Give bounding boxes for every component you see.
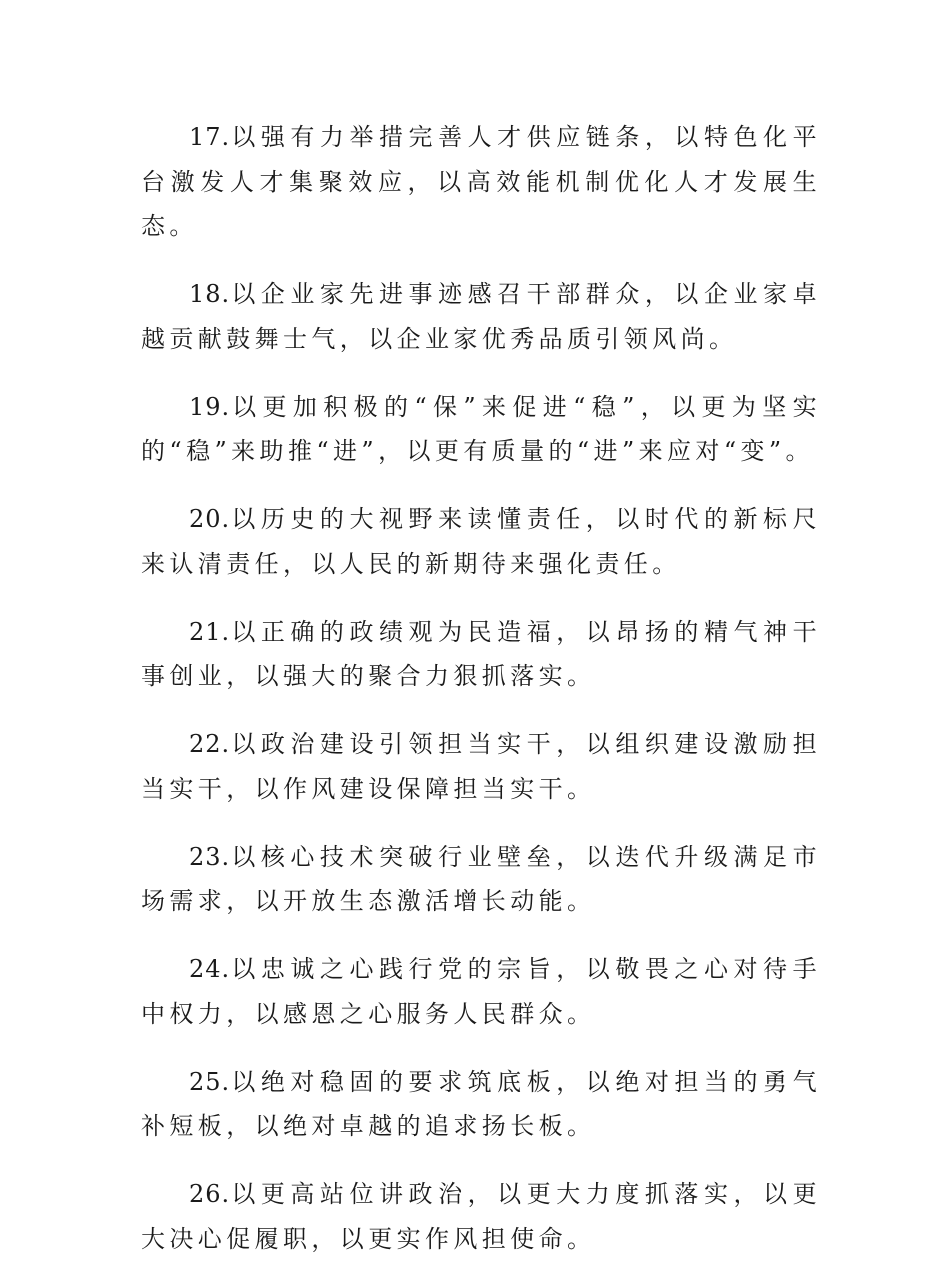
paragraph-number: 19. bbox=[189, 392, 231, 421]
paragraph-text: 以更高站位讲政治，以更大力度抓落实，以更大决心促履职，以更实作风担使命。 bbox=[141, 1180, 821, 1253]
paragraph-24 bbox=[141, 947, 821, 1036]
paragraph-text: 以历史的大视野来读懂责任，以时代的新标尺来认清责任，以人民的新期待来强化责任。 bbox=[141, 505, 821, 578]
paragraph-text: 以政治建设引领担当实干，以组织建设激励担当实干，以作风建设保障担当实干。 bbox=[141, 730, 821, 803]
paragraph-text: 以核心技术突破行业壁垒，以迭代升级满足市场需求，以开放生态激活增长动能。 bbox=[141, 842, 821, 915]
paragraph-21 bbox=[141, 610, 821, 699]
paragraph-text: 以强有力举措完善人才供应链条，以特色化平台激发人才集聚效应，以高效能机制优化人才发展生态。 bbox=[141, 123, 821, 240]
paragraph-20 bbox=[141, 497, 821, 586]
paragraph-text: 以更加积极的“保”来促进“稳”，以更为坚实的“稳”来助推“进”，以更有质量的“进”来应对“变”。 bbox=[141, 392, 821, 465]
paragraph-text: 以绝对稳固的要求筑底板，以绝对担当的勇气补短板，以绝对卓越的追求扬长板。 bbox=[141, 1067, 821, 1140]
paragraph-18 bbox=[141, 272, 821, 361]
paragraph-23 bbox=[141, 835, 821, 924]
paragraph-list bbox=[141, 115, 821, 1285]
paragraph-26 bbox=[141, 1172, 821, 1261]
paragraph-number: 18. bbox=[189, 280, 231, 308]
paragraph-number: 23. bbox=[189, 842, 231, 871]
paragraph-text: 以正确的政绩观为民造福，以昂扬的精气神干事创业，以强大的聚合力狠抓落实。 bbox=[141, 617, 821, 690]
paragraph-number: 24. bbox=[189, 955, 231, 983]
paragraph-19 bbox=[141, 385, 821, 474]
paragraph-text: 以企业家先进事迹感召干部群众，以企业家卓越贡献鼓舞士气，以企业家优秀品质引领风尚。 bbox=[141, 280, 821, 353]
paragraph-number: 26. bbox=[189, 1180, 231, 1208]
paragraph-number: 21. bbox=[189, 617, 231, 646]
paragraph-17 bbox=[141, 115, 821, 249]
paragraph-number: 20. bbox=[189, 505, 231, 533]
paragraph-number: 17. bbox=[189, 123, 231, 151]
paragraph-22 bbox=[141, 722, 821, 811]
paragraph-number: 22. bbox=[189, 730, 231, 758]
paragraph-text: 以忠诚之心践行党的宗旨，以敬畏之心对待手中权力，以感恩之心服务人民群众。 bbox=[141, 955, 821, 1028]
paragraph-25 bbox=[141, 1060, 821, 1149]
paragraph-number: 25. bbox=[189, 1067, 231, 1096]
